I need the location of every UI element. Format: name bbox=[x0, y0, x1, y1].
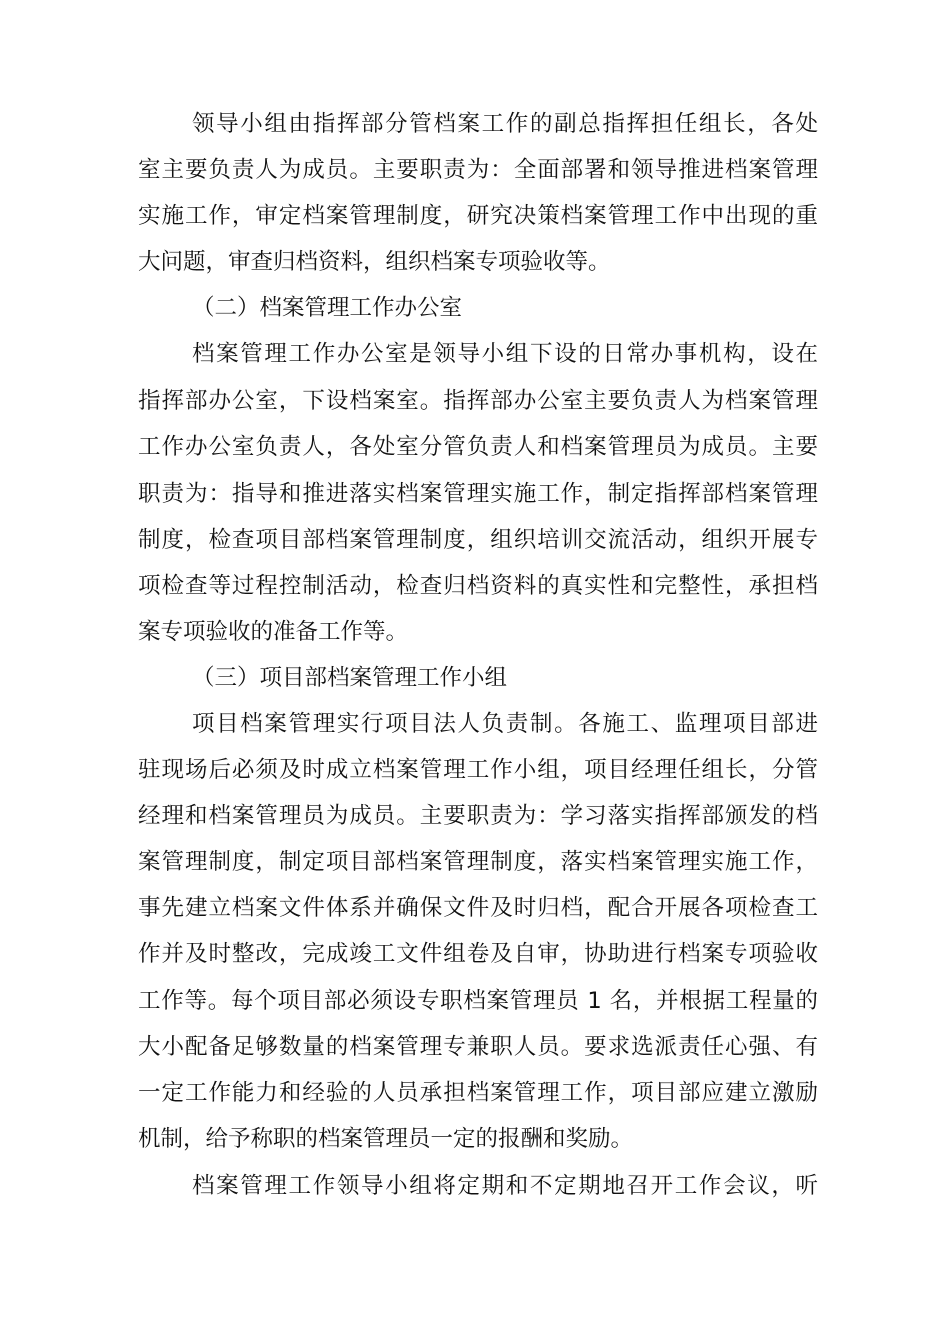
text-line: 驻现场后必须及时成立档案管理工作小组，项目经理任组长，分管 bbox=[138, 757, 818, 783]
text-line: 作并及时整改，完成竣工文件组卷及自审，协助进行档案专项验收 bbox=[138, 941, 818, 967]
text-line: 档案管理工作领导小组将定期和不定期地召开工作会议，听 bbox=[192, 1173, 818, 1199]
text-line: 案管理制度，制定项目部档案管理制度，落实档案管理实施工作， bbox=[138, 849, 818, 875]
text-line: 档案管理工作办公室是领导小组下设的日常办事机构，设在 bbox=[192, 341, 818, 367]
text-line: 指挥部办公室，下设档案室。指挥部办公室主要负责人为档案管理 bbox=[138, 388, 818, 414]
text-line: 项检查等过程控制活动，检查归档资料的真实性和完整性，承担档 bbox=[138, 573, 818, 599]
text-line: 大小配备足够数量的档案管理专兼职人员。要求选派责任心强、有 bbox=[138, 1034, 818, 1060]
text-line: 机制，给予称职的档案管理员一定的报酬和奖励。 bbox=[138, 1126, 634, 1152]
text-line: 案专项验收的准备工作等。 bbox=[138, 619, 409, 645]
text-line: 事先建立档案文件体系并确保文件及时归档，配合开展各项检查工 bbox=[138, 895, 818, 921]
section-heading-project-team: （三）项目部档案管理工作小组 bbox=[192, 665, 508, 691]
text-line: 工作等。每个项目部必须设专职档案管理员 1 名，并根据工程量的 bbox=[138, 988, 818, 1014]
text-line: 实施工作，审定档案管理制度，研究决策档案管理工作中出现的重 bbox=[138, 203, 818, 229]
text-line: 大问题，审查归档资料，组织档案专项验收等。 bbox=[138, 249, 611, 275]
text-line: 职责为：指导和推进落实档案管理实施工作，制定指挥部档案管理 bbox=[138, 481, 818, 507]
text-line: 项目档案管理实行项目法人负责制。各施工、监理项目部进 bbox=[192, 711, 818, 737]
text-line: 领导小组由指挥部分管档案工作的副总指挥担任组长，各处 bbox=[192, 111, 818, 137]
text-line: 室主要负责人为成员。主要职责为：全面部署和领导推进档案管理 bbox=[138, 157, 818, 183]
text-line: 工作办公室负责人，各处室分管负责人和档案管理员为成员。主要 bbox=[138, 434, 818, 460]
text-line: 一定工作能力和经验的人员承担档案管理工作，项目部应建立激励 bbox=[138, 1080, 818, 1106]
text-line: 经理和档案管理员为成员。主要职责为：学习落实指挥部颁发的档 bbox=[138, 803, 818, 829]
section-heading-archive-office: （二）档案管理工作办公室 bbox=[192, 295, 463, 321]
text-line: 制度，检查项目部档案管理制度，组织培训交流活动，组织开展专 bbox=[138, 527, 818, 553]
